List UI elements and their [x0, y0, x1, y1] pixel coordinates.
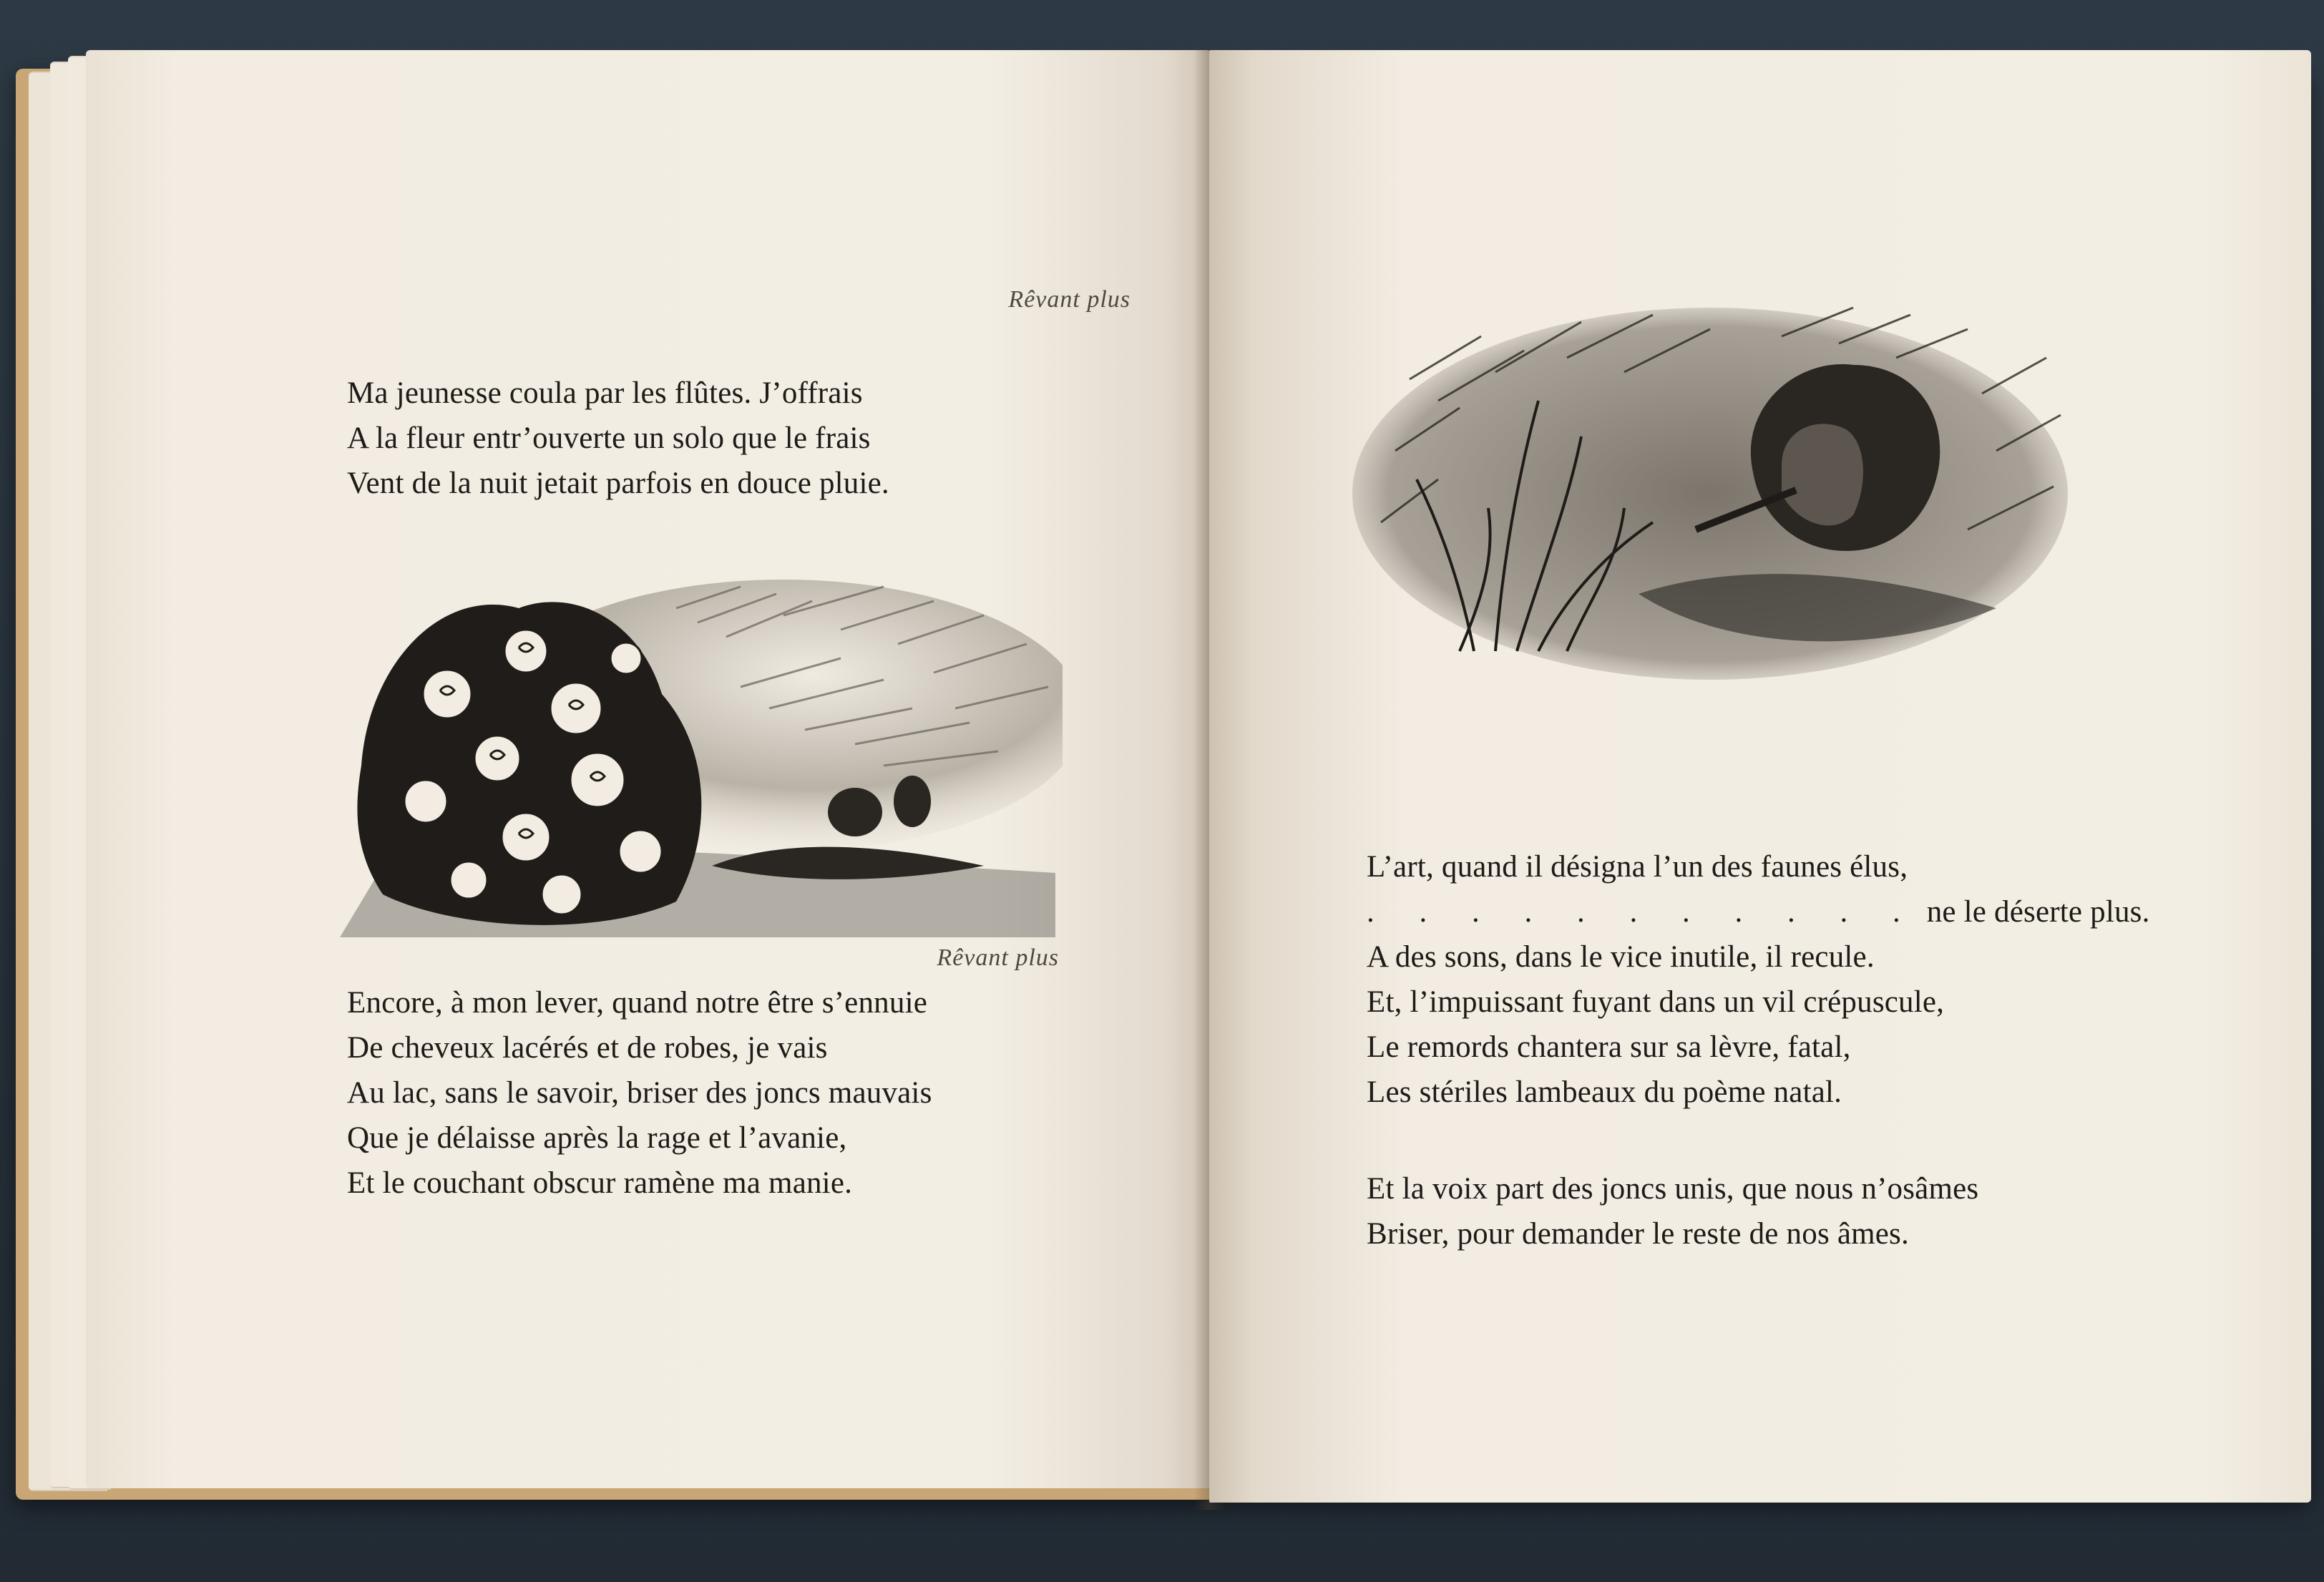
verse-line: Le remords chantera sur sa lèvre, fatal, — [1367, 1030, 1851, 1064]
ellipsis: . . . . . . . . . . . — [1367, 895, 1919, 929]
verse-line: Au lac, sans le savoir, briser des joncs mauvais — [347, 1076, 932, 1110]
left-page — [86, 50, 1209, 1488]
verse-line: Vent de la nuit jetait parfois en douce pluie. — [347, 467, 889, 500]
running-head-top: Rêvant plus — [1008, 286, 1131, 313]
verse-line: A la fleur entr’ouverte un solo que le frais — [347, 421, 871, 455]
rose-bush-illustration — [340, 565, 1063, 944]
faun-flute-illustration — [1352, 293, 2068, 680]
stanza-3 — [1367, 844, 2150, 1115]
stanza-2 — [347, 980, 932, 1206]
verse-line: Encore, à mon lever, quand notre être s’ennuie — [347, 986, 927, 1020]
running-head-mid: Rêvant plus — [937, 944, 1059, 971]
stanza-4 — [1367, 1166, 1978, 1256]
verse-line: L’art, quand il désigna l’un des faunes élus, — [1367, 850, 1908, 884]
verse-line: De cheveux lacérés et de robes, je vais — [347, 1031, 828, 1065]
verse-line: Les stériles lambeaux du poème natal. — [1367, 1075, 1842, 1109]
verse-line: A des sons, dans le vice inutile, il recule. — [1367, 940, 1875, 974]
stanza-1 — [347, 371, 889, 506]
verse-line: Et, l’impuissant fuyant dans un vil crépuscule, — [1367, 985, 1945, 1019]
verse-line: Que je délaisse après la rage et l’avanie, — [347, 1121, 847, 1155]
verse-line: Briser, pour demander le reste de nos âmes. — [1367, 1217, 1909, 1251]
verse-line-with-ellipsis — [1367, 889, 2150, 934]
verse-line: Ma jeunesse coula par les flûtes. J’offrais — [347, 376, 863, 410]
verse-line: Et le couchant obscur ramène ma manie. — [347, 1166, 853, 1200]
right-page — [1209, 50, 2311, 1503]
verse-line: ne le déserte plus. — [1926, 895, 2150, 929]
verse-line: Et la voix part des joncs unis, que nous n’osâmes — [1367, 1172, 1979, 1206]
